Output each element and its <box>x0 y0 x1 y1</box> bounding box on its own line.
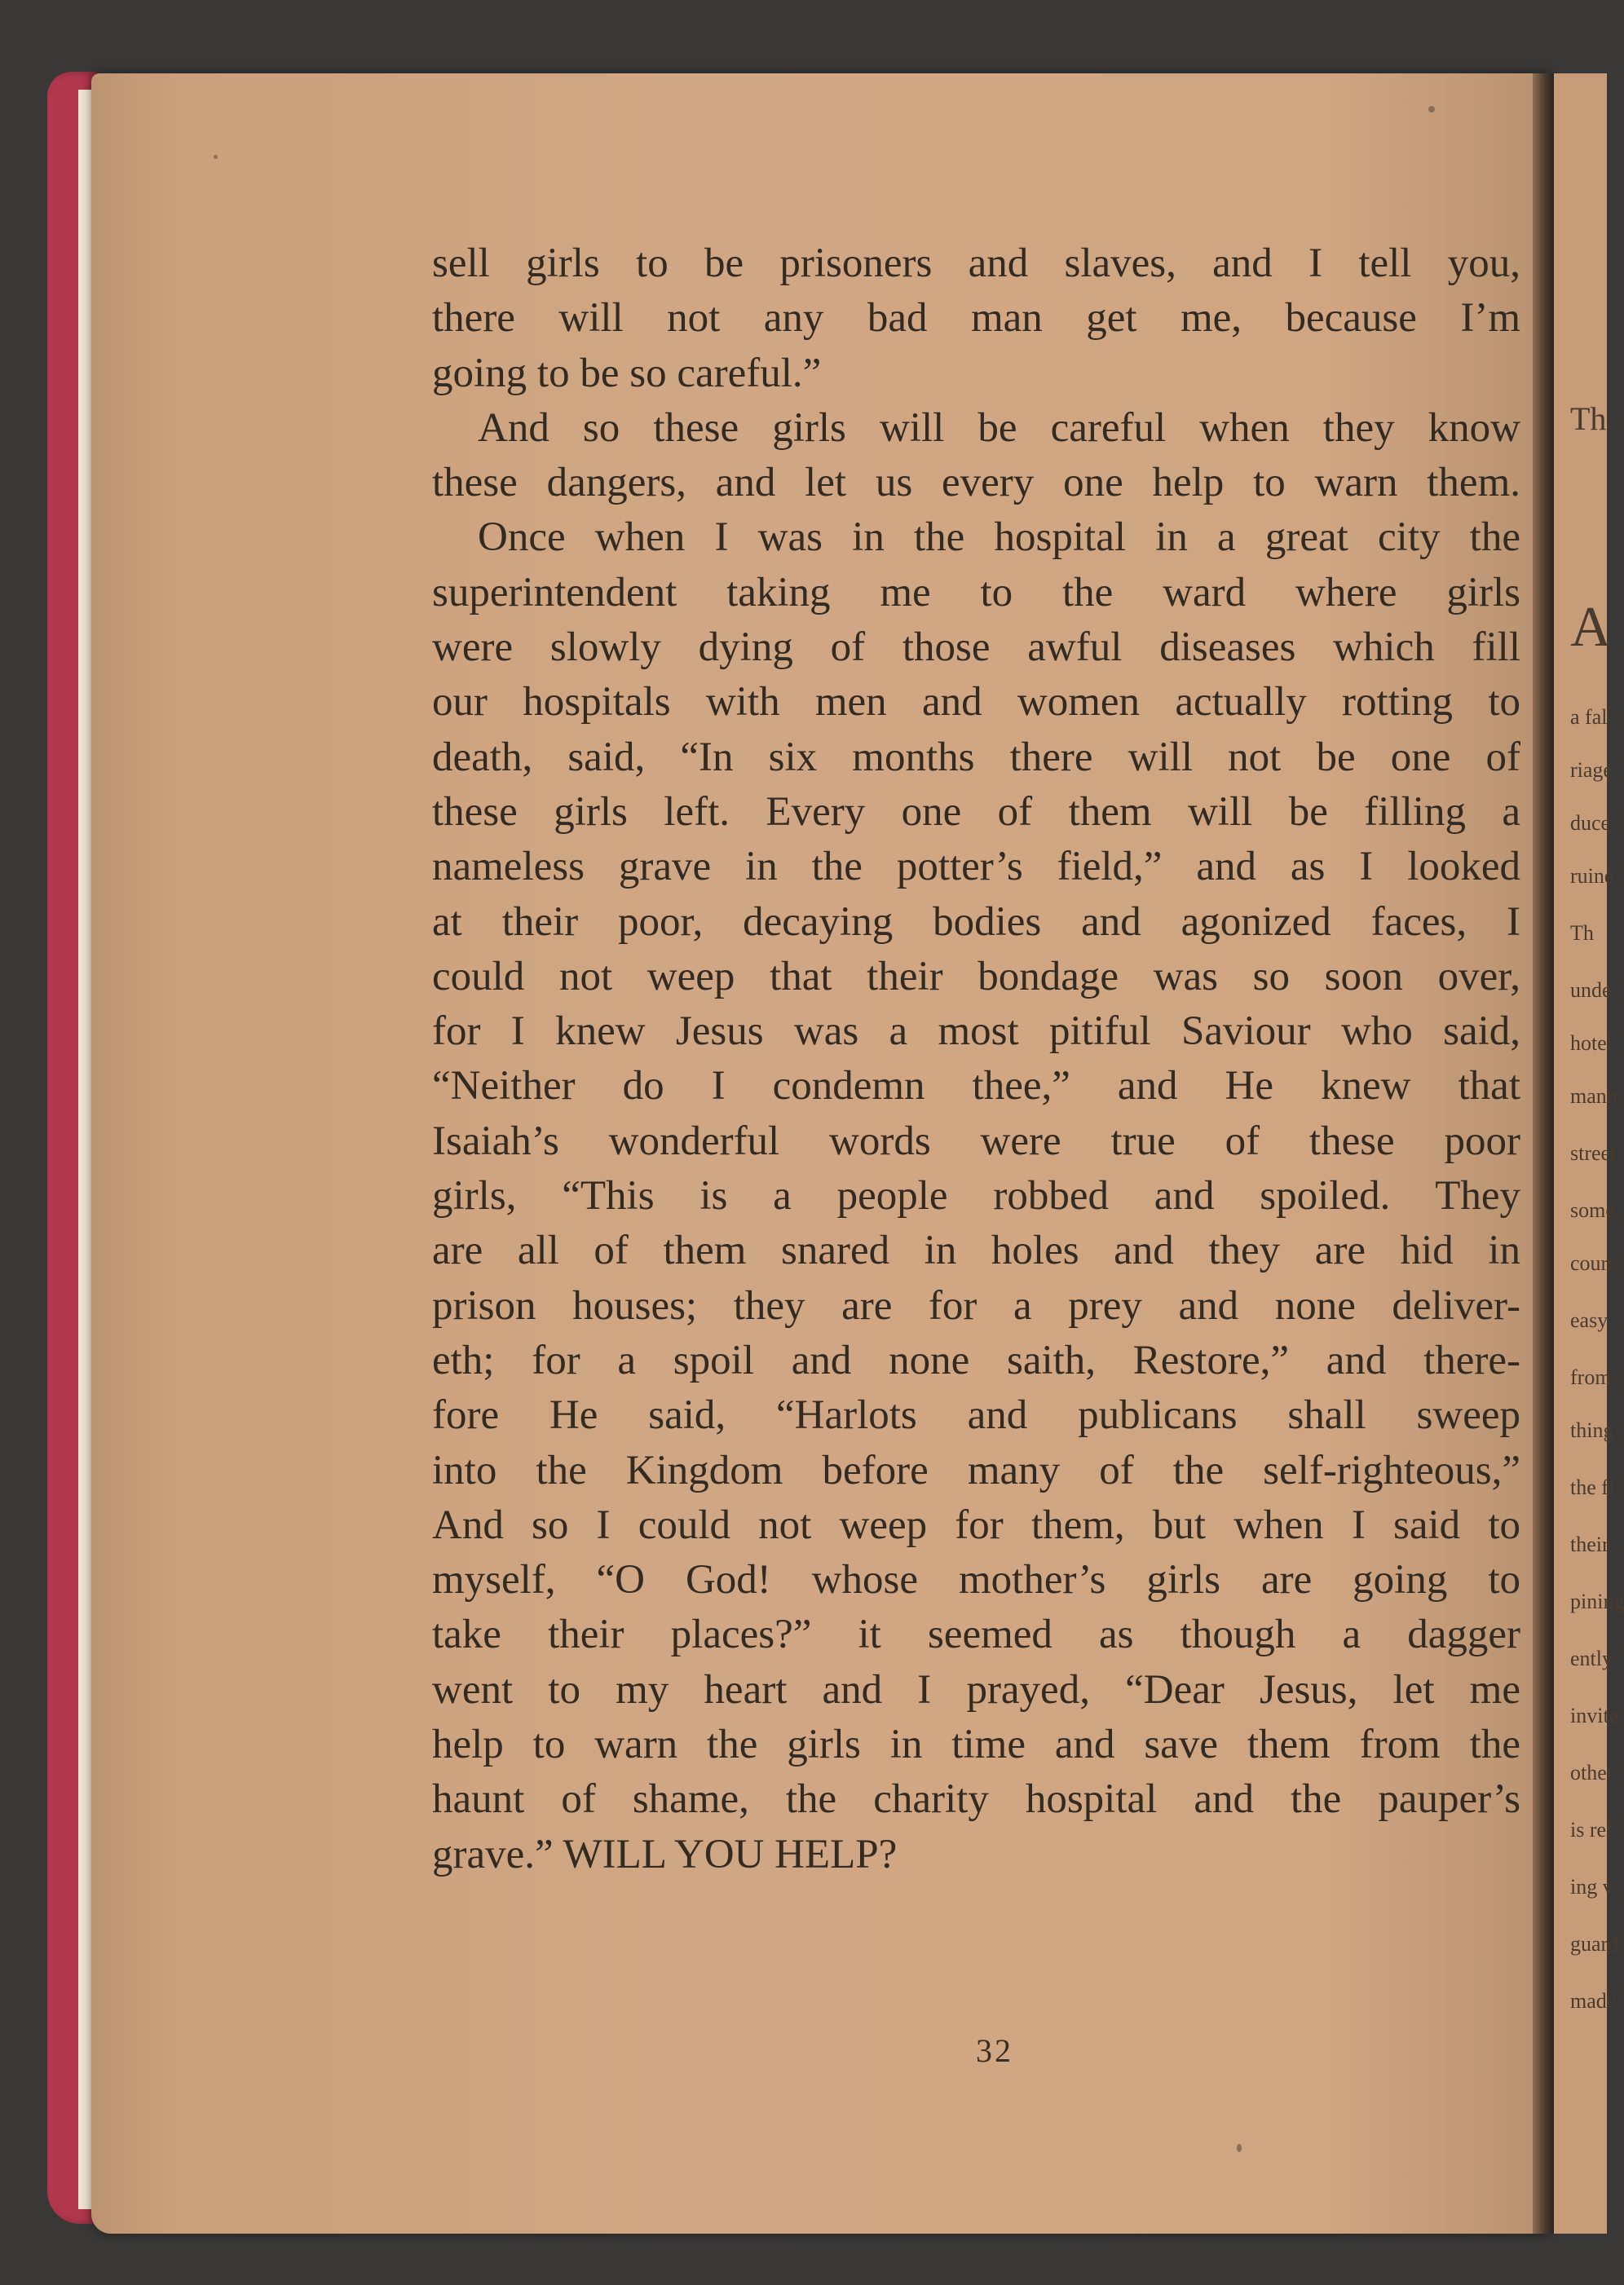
adjacent-page-fragment: pining <box>1570 1590 1624 1613</box>
adjacent-page-fragment: court <box>1570 1251 1614 1275</box>
page-gutter <box>1533 73 1554 2234</box>
text-line: went to my heart and I prayed, “Dear Jesus, let me <box>432 1666 1520 1713</box>
adjacent-page-fragment: made <box>1570 1989 1617 2013</box>
adjacent-page-fragment: a fal <box>1570 705 1608 729</box>
adjacent-page-fragment: thing <box>1570 1418 1614 1442</box>
adjacent-page-fragment: other <box>1570 1761 1614 1784</box>
text-line: fore He said, “Harlots and publicans shall sweep <box>432 1392 1520 1439</box>
adjacent-page-fragment: unde <box>1570 978 1612 1002</box>
text-line: into the Kingdom before many of the self-righteous,” <box>432 1447 1520 1493</box>
body-text <box>432 236 1520 1882</box>
paragraph-start-line: And so these girls will be careful when they know <box>478 404 1520 451</box>
text-line: Isaiah’s wonderful words were true of these poor <box>432 1118 1520 1164</box>
text-line: could not weep that their bondage was so soon over, <box>432 953 1520 999</box>
text-line: at their poor, decaying bodies and agonized faces, I <box>432 898 1520 945</box>
adjacent-page-fragment: from <box>1570 1365 1612 1389</box>
text-line: sell girls to be prisoners and slaves, and I tell you, <box>432 240 1520 286</box>
text-line: our hospitals with men and women actually rotting to <box>432 679 1520 726</box>
text-line: nameless grave in the potter’s field,” and as I looked <box>432 844 1520 890</box>
text-line: are all of them snared in holes and they are hid in <box>432 1228 1520 1274</box>
text-line: And so I could not weep for them, but when I said to <box>432 1502 1520 1548</box>
text-line: eth; for a spoil and none saith, Restore,” and there- <box>432 1337 1520 1383</box>
adjacent-page-fragment: Th <box>1570 921 1594 945</box>
text-line: these girls left. Every one of them will be filling a <box>432 788 1520 835</box>
text-line: death, said, “In six months there will not be one of <box>432 734 1520 780</box>
adjacent-page-fragment: guard <box>1570 1932 1619 1956</box>
text-line: take their places?” it seemed as though a dagger <box>432 1612 1520 1658</box>
adjacent-page-fragment: street <box>1570 1141 1617 1165</box>
adjacent-page-fragment: their <box>1570 1533 1609 1556</box>
text-line: haunt of shame, the charity hospital and the pauper’s <box>432 1776 1520 1823</box>
adjacent-page-fragment: some <box>1570 1198 1615 1222</box>
text-line: myself, “O God! whose mother’s girls are going to <box>432 1557 1520 1603</box>
closing-line: grave.” WILL YOU HELP? <box>432 1831 898 1877</box>
paper-speck <box>1237 2144 1242 2152</box>
adjacent-page-fragment: ing v <box>1570 1875 1613 1899</box>
adjacent-page-fragment: the fi <box>1570 1476 1615 1499</box>
adjacent-page-fragment: duce <box>1570 811 1611 835</box>
text-line: superintendent taking me to the ward where girls <box>432 569 1520 615</box>
text-line: help to warn the girls in time and save them from the <box>432 1722 1520 1768</box>
text-line: these dangers, and let us every one help to warn them. <box>432 460 1520 506</box>
text-line: prison houses; they are for a prey and none deliver- <box>432 1282 1520 1329</box>
adjacent-page-fragment: easy <box>1570 1308 1609 1332</box>
adjacent-page-fragment: riage <box>1570 758 1613 782</box>
text-line: for I knew Jesus was a most pitiful Saviour who said, <box>432 1008 1520 1055</box>
adjacent-page-fragment: hotel <box>1570 1031 1613 1055</box>
adjacent-page-fragment: A <box>1570 596 1612 659</box>
paper-speck <box>1428 106 1435 112</box>
adjacent-page-fragment: is rel <box>1570 1818 1613 1842</box>
text-line: going to be so careful.” <box>432 350 822 396</box>
adjacent-page-fragment: ruine <box>1570 864 1614 888</box>
text-line: “Neither do I condemn thee,” and He knew that <box>432 1063 1520 1109</box>
adjacent-page-fragment: Th <box>1570 400 1607 437</box>
adjacent-page-fragment: mann <box>1570 1084 1617 1108</box>
paper-speck <box>214 155 218 159</box>
text-line: were slowly dying of those awful diseases which fill <box>432 624 1520 671</box>
paragraph-start-line: Once when I was in the hospital in a great city the <box>478 514 1520 561</box>
adjacent-page-fragment: invite <box>1570 1704 1619 1727</box>
adjacent-page-fragment: ently <box>1570 1647 1613 1670</box>
adjacent-page-edge <box>1554 73 1624 2234</box>
text-line: girls, “This is a people robbed and spoiled. They <box>432 1173 1520 1220</box>
text-line: there will not any bad man get me, because I’m <box>432 295 1520 342</box>
page-number: 32 <box>976 2032 1013 2069</box>
